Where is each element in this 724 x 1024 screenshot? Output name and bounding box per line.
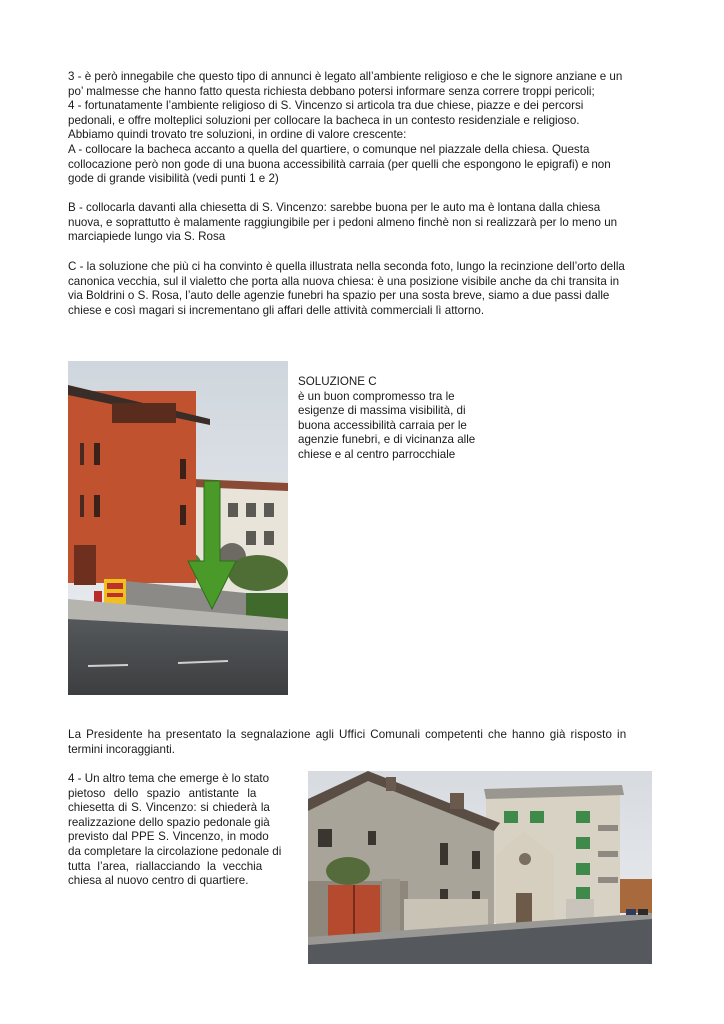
option-c-line: via Boldrini o S. Rosa, l’auto delle agenzie funebri ha spazio per una sosta breve, siamo a due passi dalle xyxy=(68,289,610,303)
item4-line: chiesa al nuovo centro di quartiere. xyxy=(68,874,249,888)
option-b-line: B - collocarla davanti alla chiesetta di S. Vincenzo: sarebbe buona per le auto ma è lontana dalla chiesa xyxy=(68,201,601,214)
item4-line: 4 - Un altro tema che emerge è lo stato xyxy=(68,772,270,785)
option-b-line: marciapiede lungo via S. Rosa xyxy=(68,230,226,244)
intro-line: A - collocare la bacheca accanto a quella del quartiere, o comunque nel piazzale della chiesa. Questa xyxy=(68,142,590,156)
caption-line: esigenze di massima visibilità, di xyxy=(298,404,466,418)
down-arrow-icon xyxy=(68,361,288,695)
intro-line: pedonali, e offre molteplici soluzioni per collocare la bacheca in un contesto residenziale e religioso. xyxy=(68,113,580,127)
solution-c-photo xyxy=(68,361,288,695)
president-line: termini incoraggianti. xyxy=(68,742,175,756)
caption-title: SOLUZIONE C xyxy=(298,375,377,388)
intro-line: po’ malmesse che hanno fatto questa richiesta debbano potersi informare senza correre troppi pericoli; xyxy=(68,84,595,98)
option-b-line: nuova, e soprattutto è malamente raggiungibile per i pedoni almeno finchè non si realizzarà per lo meno un xyxy=(68,215,618,229)
intro-line: 4 - fortunatamente l’ambiente religioso di S. Vincenzo si articola tra due chiese, piazze e dei percorsi xyxy=(68,99,584,113)
item4-line: da completare la circolazione pedonale di xyxy=(68,844,282,858)
option-c-line: C - la soluzione che più ci ha convinto è quella illustrata nella seconda foto, lungo la recinzione dell’orto della xyxy=(68,260,625,273)
president-paragraph xyxy=(68,728,656,757)
option-b-paragraph xyxy=(68,201,668,245)
item4-paragraph xyxy=(68,772,296,889)
caption-line: agenzie funebri, e di vicinanza alle xyxy=(298,433,476,447)
intro-paragraph xyxy=(68,70,668,187)
intro-line: Abbiamo quindi trovato tre soluzioni, in ordine di valore crescente: xyxy=(68,128,407,142)
caption-line: buona accessibilità carraia per le xyxy=(298,418,467,432)
president-line: La Presidente ha presentato la segnalazione agli Uffici Comunali competenti che hanno già risposto in xyxy=(68,728,627,741)
intro-line: collocazione però non gode di una buona accessibilità carraia (per quelli che espongono le epigrafi) e non xyxy=(68,157,611,171)
item4-line: realizzazione dello spazio pedonale già xyxy=(68,815,270,829)
caption-line: chiese e al centro parrocchiale xyxy=(298,447,456,461)
option-c-line: canonica vecchia, sul il vialetto che porta alla nuova chiesa: è una posizione visibile anche da chi transita in xyxy=(68,274,620,288)
item4-line: pietoso dello spazio antistante la xyxy=(68,786,257,800)
option-c-line: chiese e così magari si incrementano gli affari delle attività commerciali lì attorno. xyxy=(68,303,485,317)
caption-line: è un buon compromesso tra le xyxy=(298,389,455,403)
item4-line: chiesetta di S. Vincenzo: si chiederà la xyxy=(68,801,270,815)
item4-line: tutta l’area, riallacciando la vecchia xyxy=(68,859,263,873)
intro-line: 3 - è però innegabile che questo tipo di annunci è legato all’ambiente religioso e che le signore anziane e un xyxy=(68,70,623,83)
old-church-photo xyxy=(308,771,652,964)
item4-line: previsto dal PPE S. Vincenzo, in modo xyxy=(68,830,269,844)
option-c-paragraph xyxy=(68,260,668,318)
solution-c-caption xyxy=(298,375,528,463)
intro-line: gode di grande visibilità (vedi punti 1 e 2) xyxy=(68,172,279,186)
